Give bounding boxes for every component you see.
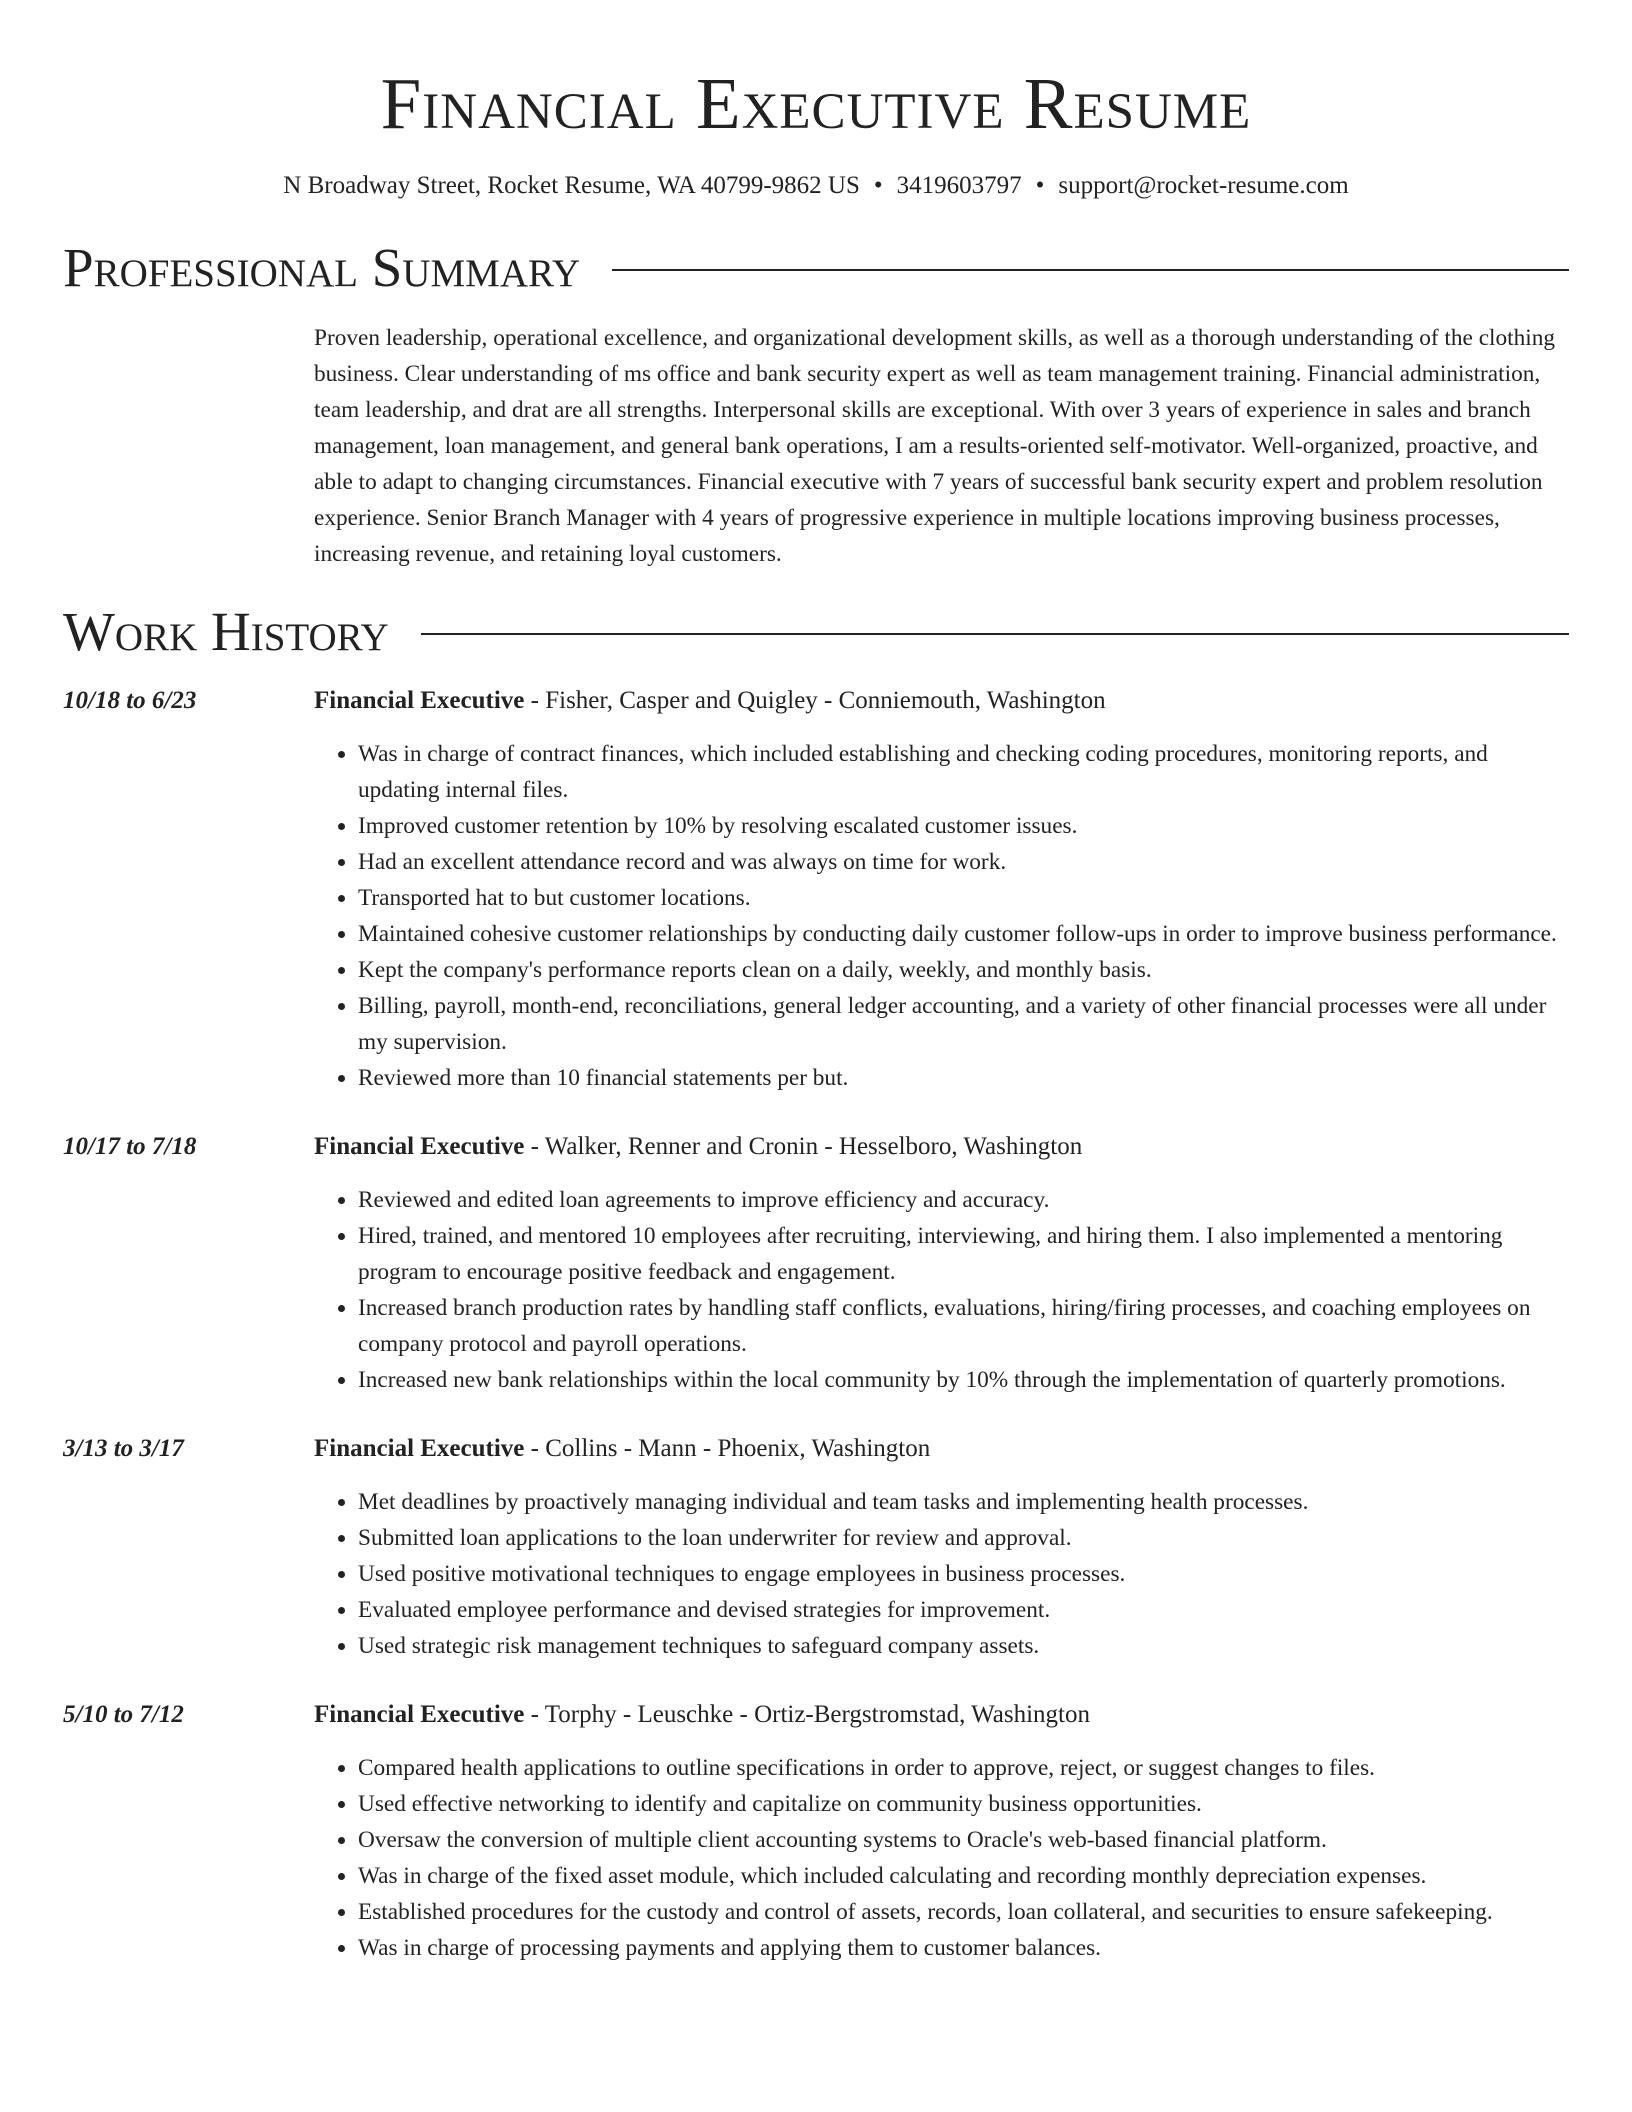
- job-bullet: • Maintained cohesive customer relationships by conducting daily customer follow-ups in order to improve business performance.: [358, 916, 1569, 952]
- job-bullet: • Hired, trained, and mentored 10 employees after recruiting, interviewing, and hiring them. I also implemented a mentoring program to encourage positive feedback and engagement.: [358, 1218, 1569, 1290]
- job-bullet: • Was in charge of the fixed asset module, which included calculating and recording monthly depreciation expenses.: [358, 1858, 1569, 1894]
- job-bullet: • Increased branch production rates by handling staff conflicts, evaluations, hiring/firing processes, and coaching employees on company protocol and payroll operations.: [358, 1290, 1569, 1362]
- job-dates: 10/17 to 7/18: [63, 1133, 197, 1160]
- job-heading: [314, 1698, 1569, 1732]
- section-divider: [421, 633, 1569, 635]
- job-heading: [314, 684, 1569, 718]
- job-role: Financial Executive: [314, 687, 525, 714]
- job-bullets: [314, 1182, 1569, 1398]
- job-bullet: • Transported hat to but customer locations.: [358, 880, 1569, 916]
- job-bullets: [314, 1484, 1569, 1664]
- job-bullets: [314, 736, 1569, 1096]
- job-bullet: • Used positive motivational techniques to engage employees in business processes.: [358, 1556, 1569, 1592]
- job-bullet: • Billing, payroll, month-end, reconciliations, general ledger accounting, and a variety of other financial processes were all under my supervision.: [358, 988, 1569, 1060]
- job-bullet: • Improved customer retention by 10% by resolving escalated customer issues.: [358, 808, 1569, 844]
- job-bullet: • Met deadlines by proactively managing individual and team tasks and implementing health processes.: [358, 1484, 1569, 1520]
- job-bullet: • Was in charge of contract finances, which included establishing and checking coding procedures, monitoring reports, and updating internal files.: [358, 736, 1569, 808]
- contact-line: [63, 170, 1569, 202]
- job-bullet: • Established procedures for the custody and control of assets, records, loan collateral, and securities to ensure safekeeping.: [358, 1894, 1569, 1930]
- resume-title: Financial Executive Resume: [380, 63, 1252, 144]
- job-entry: [63, 1698, 1569, 1966]
- job-entry: [63, 1432, 1569, 1664]
- job-dates: 3/13 to 3/17: [63, 1435, 184, 1462]
- job-bullet: • Compared health applications to outline specifications in order to approve, reject, or suggest changes to files.: [358, 1750, 1569, 1786]
- job-heading: [314, 1432, 1569, 1466]
- job-details: - Collins - Mann - Phoenix, Washington: [524, 1435, 931, 1462]
- job-bullet: • Increased new bank relationships within the local community by 10% through the implementation of quarterly promotions.: [358, 1362, 1569, 1398]
- job-bullet: • Was in charge of processing payments and applying them to customer balances.: [358, 1930, 1569, 1966]
- job-role: Financial Executive: [314, 1435, 525, 1462]
- summary-heading: Professional Summary: [63, 237, 581, 298]
- job-role: Financial Executive: [314, 1133, 525, 1160]
- work-heading: Work History: [63, 601, 389, 662]
- job-bullet: • Evaluated employee performance and devised strategies for improvement.: [358, 1592, 1569, 1628]
- contact-email: support@rocket-resume.com: [1058, 172, 1349, 199]
- job-bullet: • Had an excellent attendance record and was always on time for work.: [358, 844, 1569, 880]
- job-body: [314, 684, 1569, 1096]
- job-role: Financial Executive: [314, 1701, 525, 1728]
- job-dates: 10/18 to 6/23: [63, 687, 197, 714]
- contact-phone: 3419603797: [896, 172, 1022, 199]
- job-details: - Torphy - Leuschke - Ortiz-Bergstromstad, Washington: [524, 1701, 1090, 1728]
- summary-text: Proven leadership, operational excellence, and organizational development skills, as well as a thorough understanding of the clothing business. Clear understanding of ms office and bank security expert as well as team management training. Financial administration, team leadership, and drat are all strengths. Interpersonal skills are exceptional. With over 3 years of experience in sales and branch management, loan management, and general bank operations, I am a results-oriented self-motivator. Well-organized, proactive, and able to adapt to changing circumstances. Financial executive with 7 years of successful bank security expert and problem resolution experience. Senior Branch Manager with 4 years of progressive experience in multiple locations improving business processes, increasing revenue, and retaining loyal customers.: [314, 325, 1556, 567]
- section-divider: [612, 269, 1569, 271]
- contact-separator: •: [873, 172, 883, 199]
- work-section-header: [63, 600, 1569, 664]
- job-entry: [63, 684, 1569, 1096]
- job-details: - Walker, Renner and Cronin - Hesselboro, Washington: [524, 1133, 1083, 1160]
- summary-section-header: [63, 236, 1569, 300]
- job-details: - Fisher, Casper and Quigley - Conniemouth, Washington: [524, 687, 1106, 714]
- job-body: [314, 1432, 1569, 1664]
- contact-separator: •: [1035, 172, 1045, 199]
- job-dates: 5/10 to 7/12: [63, 1701, 184, 1728]
- job-bullet: • Submitted loan applications to the loan underwriter for review and approval.: [358, 1520, 1569, 1556]
- job-bullet: • Oversaw the conversion of multiple client accounting systems to Oracle's web-based financial platform.: [358, 1822, 1569, 1858]
- job-body: [314, 1698, 1569, 1966]
- job-heading: [314, 1130, 1569, 1164]
- job-entry: [63, 1130, 1569, 1398]
- job-bullet: • Kept the company's performance reports clean on a daily, weekly, and monthly basis.: [358, 952, 1569, 988]
- contact-address: N Broadway Street, Rocket Resume, WA 40799-9862 US: [283, 172, 860, 199]
- job-bullet: • Reviewed more than 10 financial statements per but.: [358, 1060, 1569, 1096]
- job-body: [314, 1130, 1569, 1398]
- job-bullets: [314, 1750, 1569, 1966]
- job-bullet: • Used strategic risk management techniques to safeguard company assets.: [358, 1628, 1569, 1664]
- job-bullet: • Reviewed and edited loan agreements to improve efficiency and accuracy.: [358, 1182, 1569, 1218]
- job-bullet: • Used effective networking to identify and capitalize on community business opportunities.: [358, 1786, 1569, 1822]
